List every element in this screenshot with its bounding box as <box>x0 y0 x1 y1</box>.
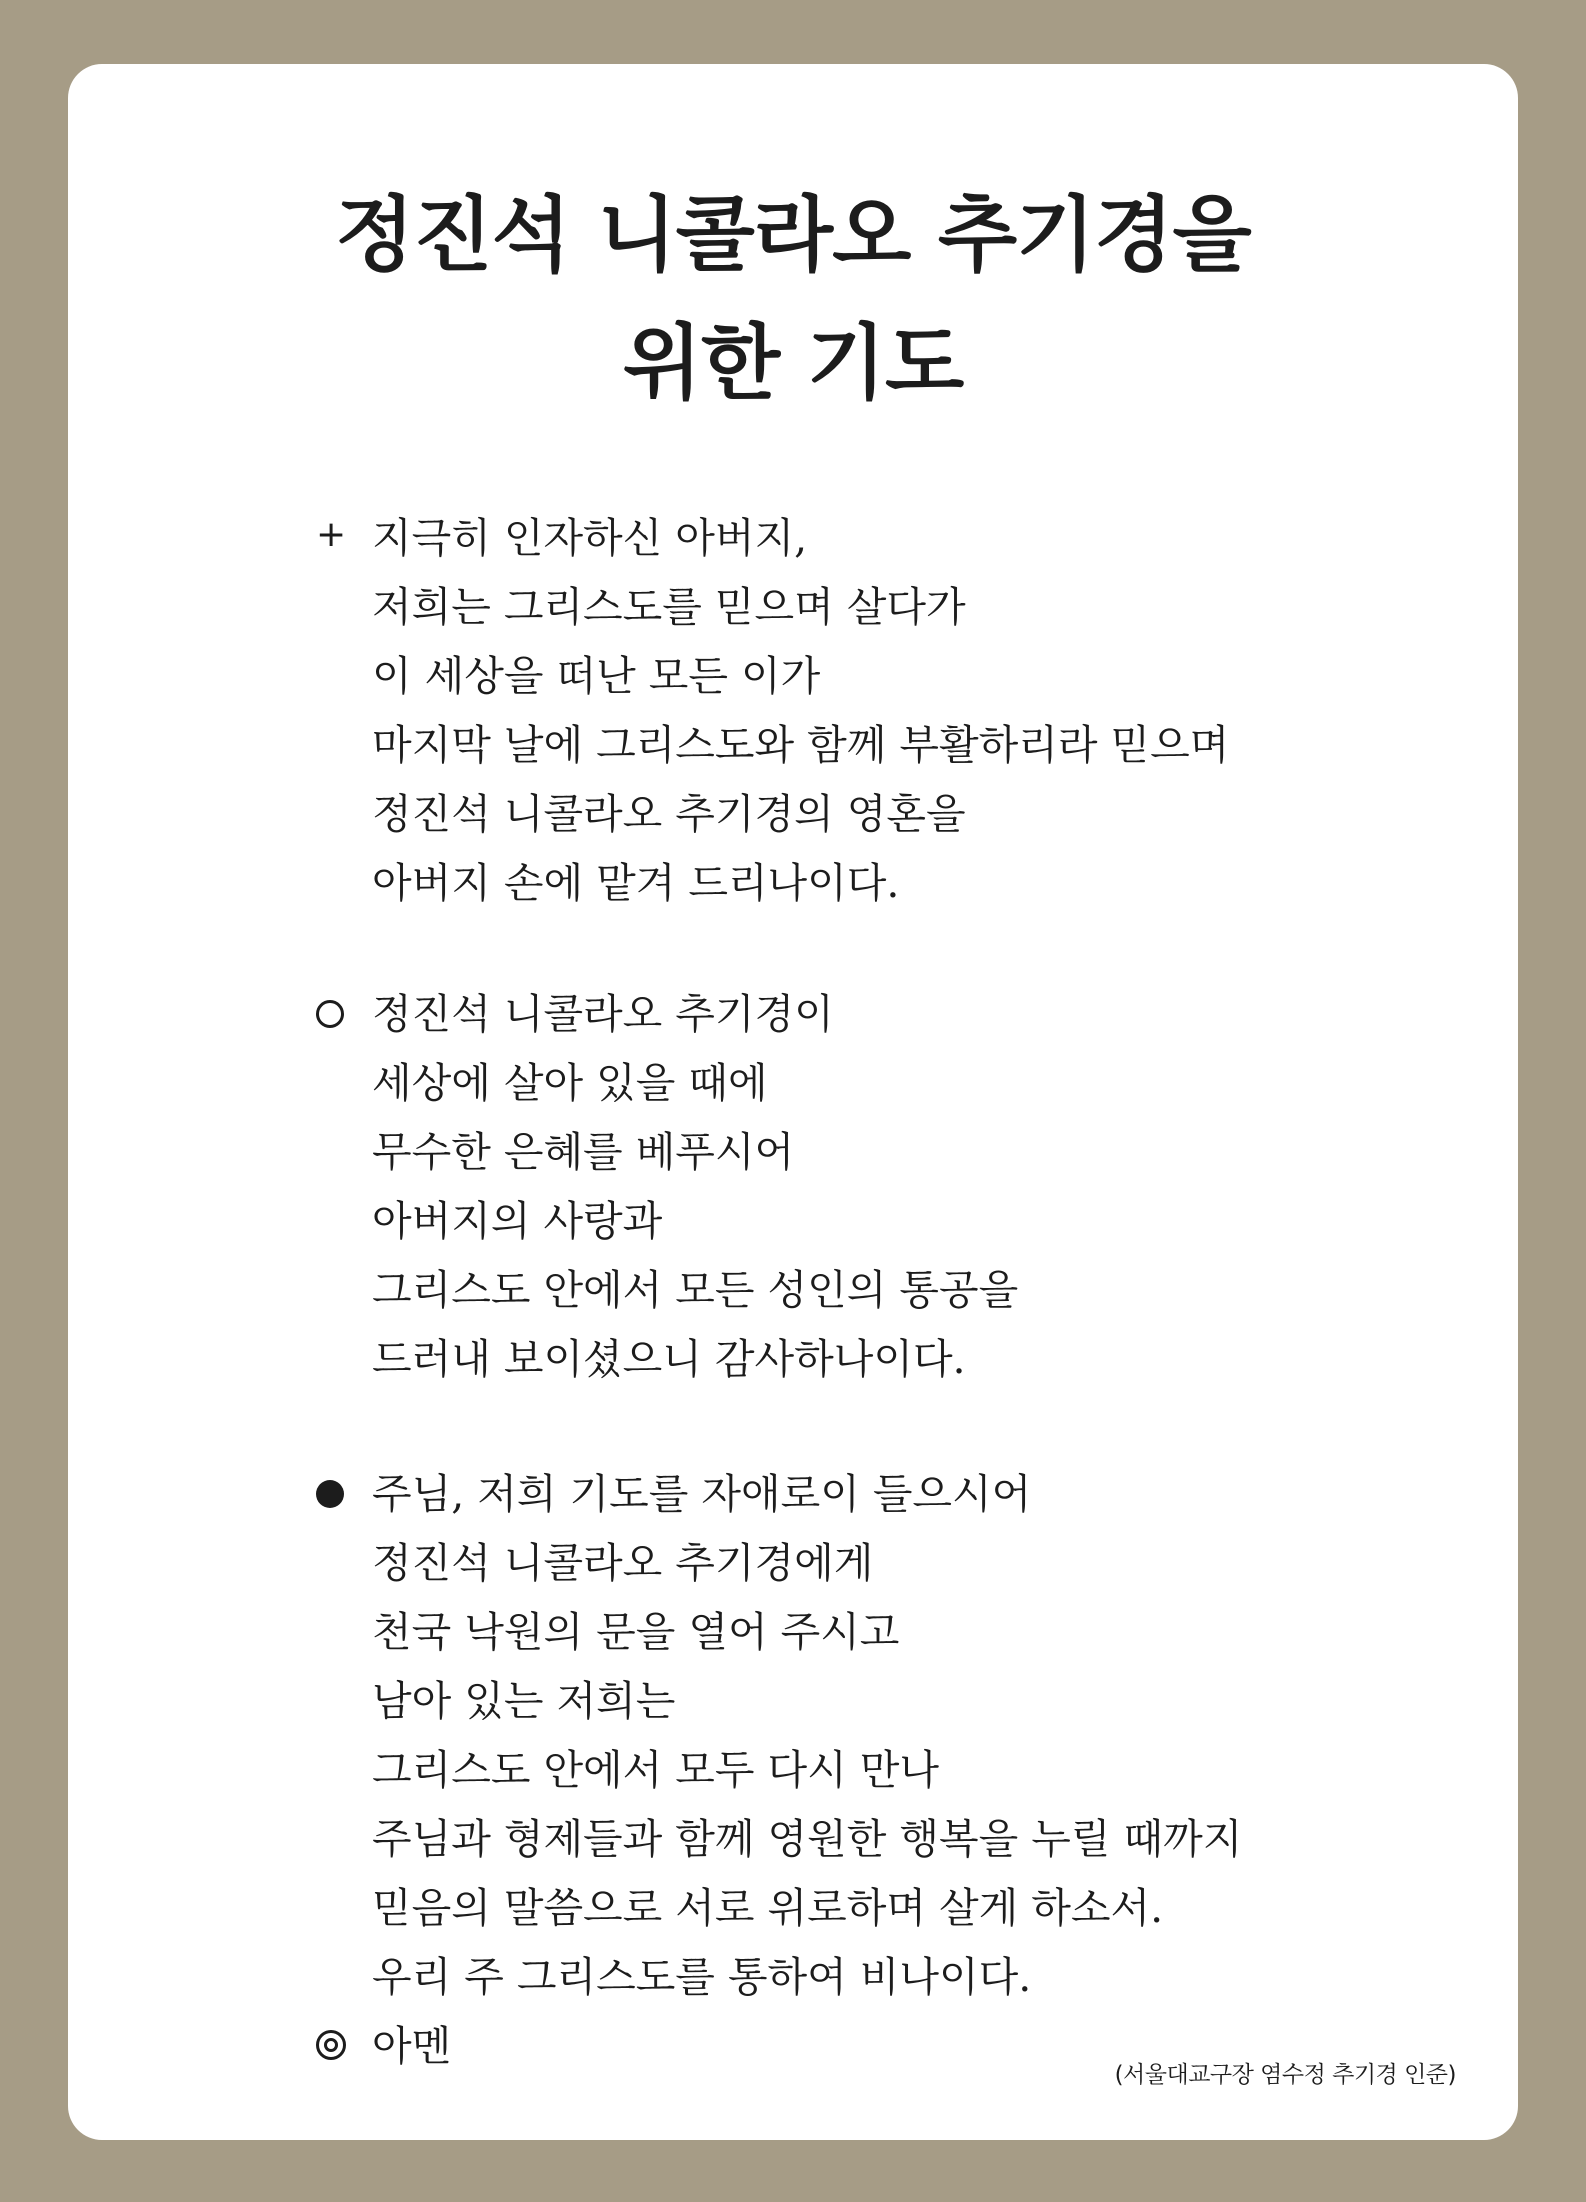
prayer-line <box>316 1187 1018 1256</box>
prayer-line <box>316 980 1018 1049</box>
prayer-title <box>68 172 1518 428</box>
prayer-line <box>316 1736 1242 1805</box>
prayer-line-text: 아버지 손에 맡겨 드리나이다. <box>372 859 900 907</box>
prayer-card <box>68 64 1518 2140</box>
prayer-line <box>316 711 1229 780</box>
prayer-line <box>316 780 1229 849</box>
amen-line <box>316 2012 1242 2081</box>
prayer-line-text: 믿음의 말씀으로 서로 위로하며 살게 하소서. <box>372 1884 1164 1932</box>
prayer-line-text: 세상에 살아 있을 때에 <box>372 1059 768 1107</box>
amen-text: 아멘 <box>372 2022 452 2070</box>
prayer-section-filled-circle <box>316 1460 1242 2081</box>
prayer-line <box>316 849 1229 918</box>
title-line-1: 정진석 니콜라오 추기경을 <box>335 188 1251 283</box>
prayer-line <box>316 1598 1242 1667</box>
prayer-line <box>316 1325 1018 1394</box>
prayer-line-text: 저희는 그리스도를 믿으며 살다가 <box>372 583 966 631</box>
prayer-line-text: 정진석 니콜라오 추기경에게 <box>372 1539 874 1587</box>
prayer-line-text: 무수한 은혜를 베푸시어 <box>372 1128 795 1176</box>
prayer-line <box>316 1805 1242 1874</box>
prayer-line <box>316 573 1229 642</box>
prayer-line <box>316 504 1229 573</box>
prayer-line-text: 주님, 저희 기도를 자애로이 들으시어 <box>372 1470 1032 1518</box>
prayer-line <box>316 1529 1242 1598</box>
prayer-line <box>316 1943 1242 2012</box>
approval-note: (서울대교구장 염수정 추기경 인준) <box>1114 2062 1456 2088</box>
prayer-line-text: 정진석 니콜라오 추기경이 <box>372 990 834 1038</box>
prayer-line-text: 그리스도 안에서 모두 다시 만나 <box>372 1746 940 1794</box>
prayer-line-text: 아버지의 사랑과 <box>372 1197 663 1245</box>
prayer-line-text: 마지막 날에 그리스도와 함께 부활하리라 믿으며 <box>372 721 1230 769</box>
prayer-section-open-circle <box>316 980 1018 1394</box>
prayer-line-text: 천국 낙원의 문을 열어 주시고 <box>372 1608 900 1656</box>
prayer-line-text: 지극히 인자하신 아버지, <box>372 514 808 562</box>
filled-circle-icon <box>316 1480 344 1508</box>
prayer-line <box>316 1118 1018 1187</box>
open-circle-icon <box>316 1000 344 1028</box>
prayer-line-text: 남아 있는 저희는 <box>372 1677 676 1725</box>
prayer-line-text: 우리 주 그리스도를 통하여 비나이다. <box>372 1953 1032 2001</box>
title-line-2: 위한 기도 <box>622 316 964 411</box>
prayer-section-celebrant <box>316 504 1229 918</box>
prayer-line-text: 정진석 니콜라오 추기경의 영혼을 <box>372 790 966 838</box>
prayer-line-text: 드러내 보이셨으니 감사하나이다. <box>372 1335 966 1383</box>
prayer-line <box>316 1049 1018 1118</box>
prayer-line-text: 주님과 형제들과 함께 영원한 행복을 누릴 때까지 <box>372 1815 1243 1863</box>
prayer-line-text: 그리스도 안에서 모든 성인의 통공을 <box>372 1266 1019 1314</box>
prayer-line <box>316 642 1229 711</box>
double-circle-icon <box>316 2030 346 2060</box>
prayer-line-text: 이 세상을 떠난 모든 이가 <box>372 652 821 700</box>
plus-marker: + <box>316 514 347 555</box>
prayer-line <box>316 1667 1242 1736</box>
prayer-line <box>316 1874 1242 1943</box>
prayer-line <box>316 1256 1018 1325</box>
prayer-line <box>316 1460 1242 1529</box>
